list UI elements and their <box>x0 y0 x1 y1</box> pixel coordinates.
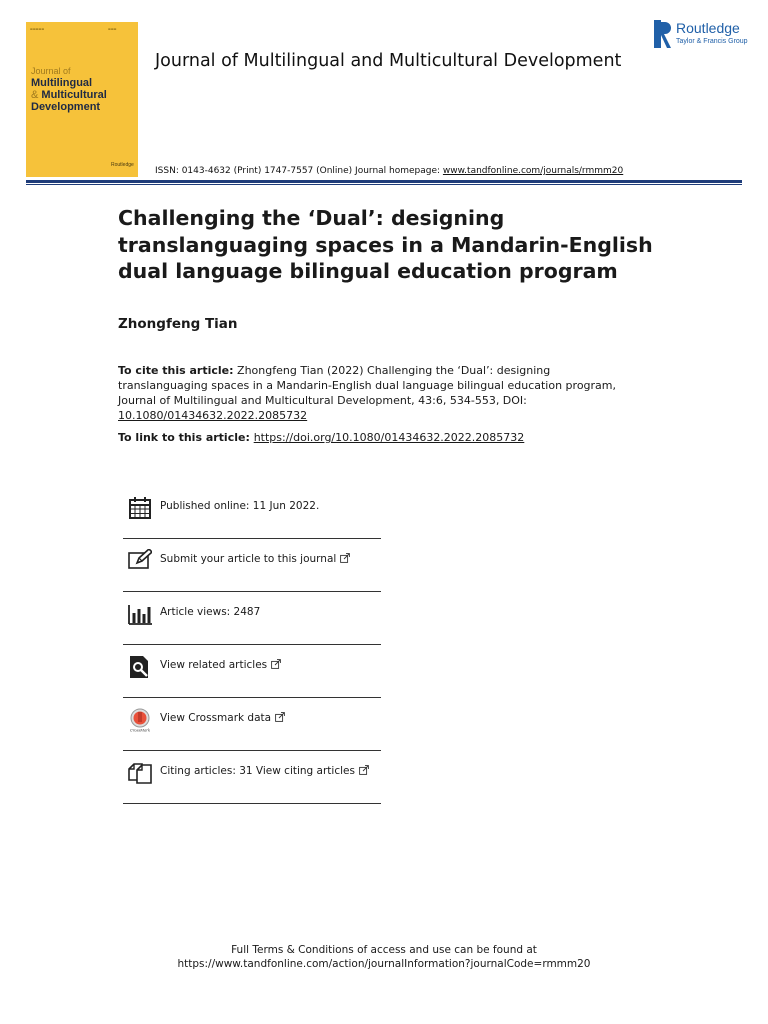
cover-issn-line: ▬▬▬ <box>108 27 117 31</box>
cover-journal-word: Journal of <box>31 66 71 76</box>
article-link-line <box>118 431 524 444</box>
cover-title-line3: Development <box>31 101 101 113</box>
cover-publisher-mark: Routledge <box>111 162 134 168</box>
list-item-related-articles[interactable] <box>123 645 381 698</box>
link-label: To link to this article: <box>118 431 254 444</box>
publisher-subtitle: Taylor & Francis Group <box>676 38 748 45</box>
list-item-article-views <box>123 592 381 645</box>
citing-articles-label: Citing articles: 31 View citing articles <box>160 765 355 777</box>
search-document-icon <box>128 655 152 679</box>
article-title: Challenging the ‘Dual’: designing translanguaging spaces in a Mandarin-English dual language bilingual education program <box>118 206 653 283</box>
article-info-list <box>123 486 381 804</box>
list-item-citing-articles[interactable] <box>123 751 381 804</box>
cover-title-line2-wrap <box>31 89 107 101</box>
cover-issue-line: ▬▬▬▬▬ <box>30 27 45 31</box>
cite-text: Zhongfeng Tian (2022) Challenging the ‘Dual’: designing translanguaging spaces in a Mandarin-English dual language bilingual education program, Journal of Multilingual and Multicultural Development, 43:6, 534-553, DOI: <box>118 364 617 407</box>
list-item-published <box>123 486 381 539</box>
cover-ampersand: & <box>31 89 39 101</box>
cover-title-line1: Multilingual <box>31 77 93 89</box>
external-link-icon <box>359 765 369 775</box>
article-views-text: Article views: 2487 <box>160 606 261 618</box>
journal-homepage-link[interactable]: www.tandfonline.com/journals/rmmm20 <box>442 166 624 176</box>
crossmark-link[interactable] <box>160 712 285 724</box>
list-item-submit-article[interactable] <box>123 539 381 592</box>
calendar-icon <box>128 496 152 520</box>
related-articles-link[interactable] <box>160 659 281 671</box>
cite-label: To cite this article: <box>118 364 234 377</box>
journal-cover <box>26 22 138 177</box>
external-link-icon <box>340 553 350 563</box>
cover-title-line2: Multicultural <box>41 89 107 101</box>
submit-article-link[interactable] <box>160 553 350 565</box>
list-item-crossmark[interactable] <box>123 698 381 751</box>
footer-terms-link[interactable]: https://www.tandfonline.com/action/journalInformation?journalCode=rmmm20 <box>177 958 591 970</box>
routledge-logo-icon <box>654 20 672 48</box>
citing-articles-icon <box>128 761 152 785</box>
journal-title: Journal of Multilingual and Multicultural Development <box>155 51 622 71</box>
citation-block <box>118 363 618 423</box>
header-rule <box>26 180 742 183</box>
header-rule-thin <box>26 184 742 185</box>
issn-text: ISSN: 0143-4632 (Print) 1747-7557 (Online) Journal homepage: <box>155 166 443 176</box>
cite-doi-link[interactable]: 10.1080/01434632.2022.2085732 <box>118 409 308 422</box>
published-date-text: Published online: 11 Jun 2022. <box>160 500 320 512</box>
publisher-name: Routledge <box>676 20 740 36</box>
edit-icon <box>128 549 152 573</box>
article-doi-link[interactable]: https://doi.org/10.1080/01434632.2022.2085732 <box>253 431 525 444</box>
footer-terms <box>0 943 768 971</box>
issn-line <box>155 166 623 176</box>
external-link-icon <box>271 659 281 669</box>
bar-chart-icon <box>128 602 152 626</box>
crossmark-icon <box>128 708 152 732</box>
external-link-icon <box>275 712 285 722</box>
svg-text:CrossMark: CrossMark <box>129 728 151 732</box>
submit-article-label: Submit your article to this journal <box>160 553 337 565</box>
footer-line1: Full Terms & Conditions of access and use can be found at <box>231 944 537 956</box>
citing-articles-link[interactable] <box>160 765 369 777</box>
crossmark-label: View Crossmark data <box>160 712 272 724</box>
article-author: Zhongfeng Tian <box>118 316 238 332</box>
related-articles-label: View related articles <box>160 659 268 671</box>
